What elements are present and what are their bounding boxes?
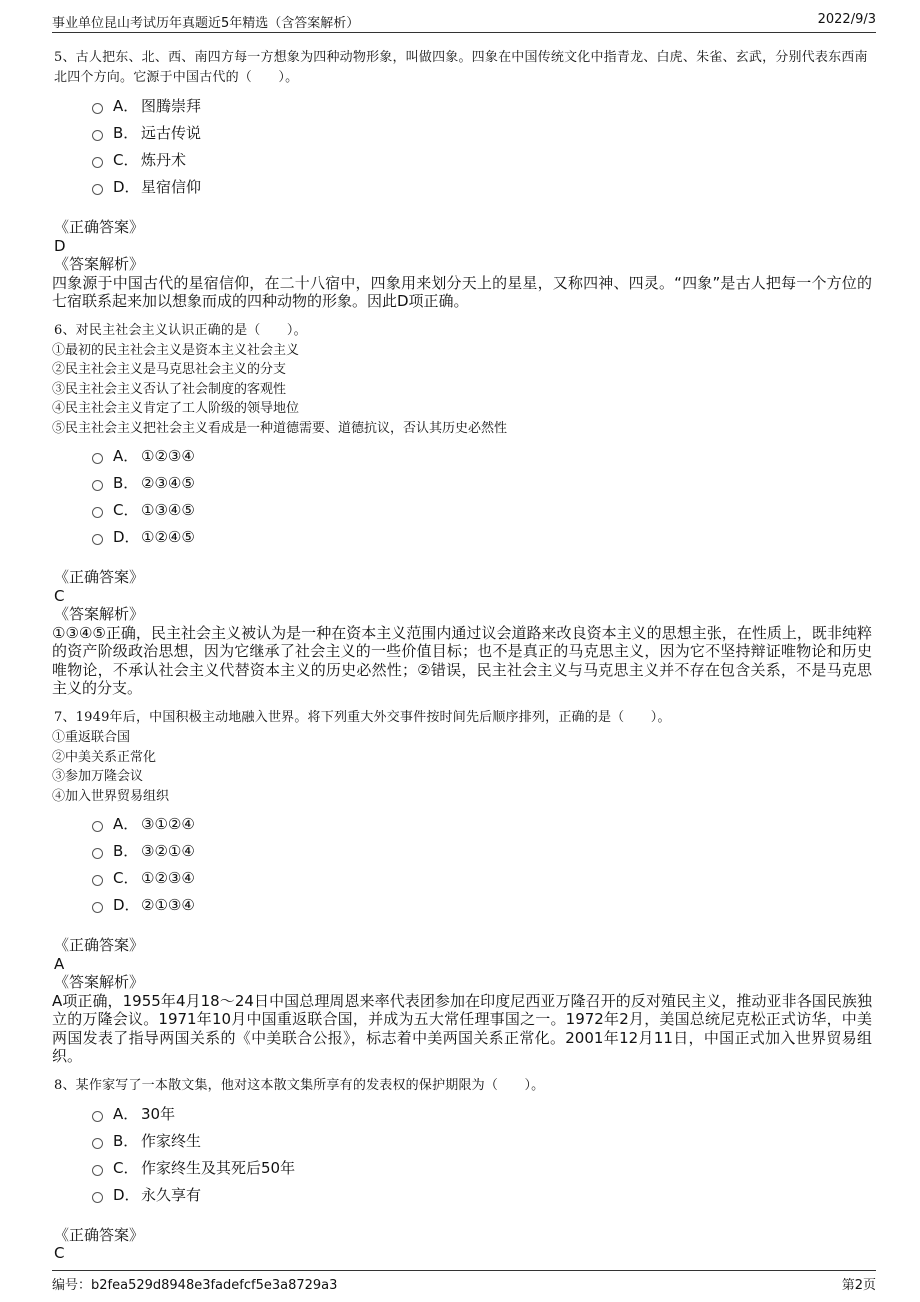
- option-letter: A．: [113, 1104, 139, 1123]
- option-text: 作家终生及其死后50年: [141, 1158, 296, 1177]
- document-title: 事业单位昆山考试历年真题近5年精选（含答案解析）: [52, 16, 360, 31]
- question-statement: ③民主社会主义否认了社会制度的客观性: [52, 381, 287, 397]
- option-letter: C．: [113, 501, 139, 520]
- option-item[interactable]: [92, 92, 872, 119]
- option-letter: C．: [113, 869, 139, 888]
- option-item[interactable]: [92, 1100, 872, 1127]
- question-stem: 7、1949年后，中国积极主动地融入世界。将下列重大外交事件按时间先后顺序排列，正确的是（ ）。: [54, 709, 671, 725]
- option-item[interactable]: [92, 1181, 872, 1208]
- question-statement: ②民主社会主义是马克思社会主义的分支: [52, 362, 287, 378]
- option-text: 30年: [141, 1104, 176, 1123]
- option-text: 远古传说: [141, 124, 202, 142]
- radio-button-icon[interactable]: [92, 103, 103, 114]
- option-list: [92, 442, 872, 550]
- option-letter: A．: [113, 97, 139, 115]
- radio-button-icon[interactable]: [92, 1111, 103, 1122]
- correct-answer-label: 《正确答案》: [54, 1225, 145, 1244]
- radio-button-icon[interactable]: [92, 157, 103, 168]
- option-text: ①②③④: [141, 868, 195, 887]
- analysis-text: A项正确，1955年4月18～24日中国总理周恩来率代表团参加在印度尼西亚万隆召开的反对殖民主义，推动亚非各国民族独立的万隆会议。1971年10月中国重返联合国，并成为五大常任理事国之一。1972年2月，美国总统尼克松正式访华，中美两国发表了指导两国关系的《中美联合公报》，标志着中美两国关系正常化。2001年12月11日，中国正式加入世界贸易组织。: [52, 991, 872, 1066]
- radio-button-icon[interactable]: [92, 1192, 103, 1203]
- option-text: ①②④⑤: [141, 527, 195, 546]
- radio-button-icon[interactable]: [92, 480, 103, 491]
- option-item[interactable]: [92, 173, 872, 200]
- radio-button-icon[interactable]: [92, 902, 103, 913]
- option-text: 星宿信仰: [141, 178, 202, 196]
- radio-button-icon[interactable]: [92, 453, 103, 464]
- question-block: [52, 1076, 872, 1263]
- question-statement: ①重返联合国: [52, 729, 131, 745]
- radio-button-icon[interactable]: [92, 875, 103, 886]
- option-item[interactable]: [92, 469, 872, 496]
- option-letter: D．: [113, 1185, 140, 1204]
- analysis-text: 四象源于中国古代的星宿信仰，在二十八宿中，四象用来划分天上的星星，又称四神、四灵。“四象”是古人把每一个方位的七宿联系起来加以想象而成的四种动物的形象。因此D项正确。: [52, 273, 872, 310]
- option-letter: B．: [113, 1131, 139, 1150]
- analysis-text: ①③④⑤正确，民主社会主义被认为是一种在资本主义范围内通过议会道路来改良资本主义的思想主张，在性质上，既非纯粹的资产阶级政治思想，因为它继承了社会主义的一些价值目标；也不是真正的马克思主义，因为它不坚持辩证唯物论和历史唯物论，不承认社会主义代替资本主义的历史必然性；②错误，民主社会主义与马克思主义并不存在包含关系，不是马克思主义的分支。: [52, 623, 872, 698]
- correct-answer-label: 《正确答案》: [54, 218, 145, 236]
- page-footer: [52, 1270, 876, 1293]
- option-text: 炼丹术: [141, 151, 187, 169]
- answer-section: [52, 568, 872, 698]
- option-item[interactable]: [92, 891, 872, 918]
- option-list: [92, 810, 872, 918]
- question-statement: ③参加万隆会议: [52, 769, 144, 785]
- question-list: [52, 48, 872, 1273]
- option-item[interactable]: [92, 1154, 872, 1181]
- option-item[interactable]: [92, 810, 872, 837]
- correct-answer-value: A: [54, 954, 65, 973]
- question-stem: 6、对民主社会主义认识正确的是（ ）。: [54, 322, 307, 338]
- question-stem: 8、某作家写了一本散文集，他对这本散文集所享有的发表权的保护期限为（ ）。: [54, 1077, 545, 1093]
- radio-button-icon[interactable]: [92, 507, 103, 518]
- option-letter: C．: [113, 151, 139, 169]
- radio-button-icon[interactable]: [92, 821, 103, 832]
- question-statement: ②中美关系正常化: [52, 749, 157, 765]
- option-list: [92, 1100, 872, 1208]
- analysis-label: 《答案解析》: [54, 605, 145, 624]
- question-block: [52, 321, 872, 698]
- radio-button-icon[interactable]: [92, 1165, 103, 1176]
- radio-button-icon[interactable]: [92, 184, 103, 195]
- option-text: ①③④⑤: [141, 500, 195, 519]
- option-text: ③①②④: [141, 814, 195, 833]
- radio-button-icon[interactable]: [92, 848, 103, 859]
- analysis-label: 《答案解析》: [54, 973, 145, 992]
- question-statement: ④民主社会主义肯定了工人阶级的领导地位: [52, 401, 300, 417]
- answer-section: [52, 218, 872, 311]
- question-statement: ④加入世界贸易组织: [52, 788, 170, 804]
- option-list: [92, 92, 872, 200]
- option-letter: B．: [113, 474, 139, 493]
- question-block: [52, 708, 872, 1066]
- question-statement: ①最初的民主社会主义是资本主义社会主义: [52, 342, 300, 358]
- answer-section: [52, 936, 872, 1066]
- document-code: 编号：b2fea529d8948e3fadefcf5e3a8729a3: [52, 1278, 338, 1293]
- option-letter: D．: [113, 528, 140, 547]
- option-item[interactable]: [92, 837, 872, 864]
- question-stem: 5、古人把东、北、西、南四方每一方想象为四种动物形象，叫做四象。四象在中国传统文化中指青龙、白虎、朱雀、玄武，分别代表东西南北四个方向。它源于中国古代的（ ）。: [54, 50, 868, 85]
- page-number: 第2页: [841, 1278, 876, 1293]
- option-text: 图腾崇拜: [141, 97, 202, 115]
- option-letter: D．: [113, 178, 140, 196]
- option-item[interactable]: [92, 523, 872, 550]
- option-item[interactable]: [92, 119, 872, 146]
- page-header: [52, 10, 876, 33]
- correct-answer-label: 《正确答案》: [54, 936, 145, 955]
- option-item[interactable]: [92, 146, 872, 173]
- radio-button-icon[interactable]: [92, 1138, 103, 1149]
- option-letter: B．: [113, 842, 139, 861]
- option-letter: A．: [113, 447, 139, 466]
- correct-answer-label: 《正确答案》: [54, 568, 145, 587]
- option-item[interactable]: [92, 864, 872, 891]
- correct-answer-value: D: [54, 236, 66, 255]
- option-text: ②③④⑤: [141, 473, 195, 492]
- option-letter: B．: [113, 124, 139, 142]
- answer-section: [52, 1226, 872, 1263]
- analysis-label: 《答案解析》: [54, 255, 145, 273]
- question-block: [52, 48, 872, 311]
- option-text: 作家终生: [141, 1131, 202, 1150]
- option-letter: A．: [113, 815, 139, 834]
- option-item[interactable]: [92, 1127, 872, 1154]
- radio-button-icon[interactable]: [92, 534, 103, 545]
- correct-answer-value: C: [54, 586, 65, 605]
- question-statement: ⑤民主社会主义把社会主义看成是一种道德需要、道德抗议，否认其历史必然性: [52, 420, 508, 436]
- option-text: ②①③④: [141, 895, 195, 914]
- option-item[interactable]: [92, 442, 872, 469]
- radio-button-icon[interactable]: [92, 130, 103, 141]
- correct-answer-value: C: [54, 1244, 65, 1263]
- option-text: 永久享有: [141, 1185, 202, 1204]
- option-item[interactable]: [92, 496, 872, 523]
- option-text: ③②①④: [141, 841, 195, 860]
- option-letter: D．: [113, 896, 140, 915]
- option-text: ①②③④: [141, 446, 195, 465]
- document-date: 2022/9/3: [817, 12, 876, 27]
- option-letter: C．: [113, 1158, 139, 1177]
